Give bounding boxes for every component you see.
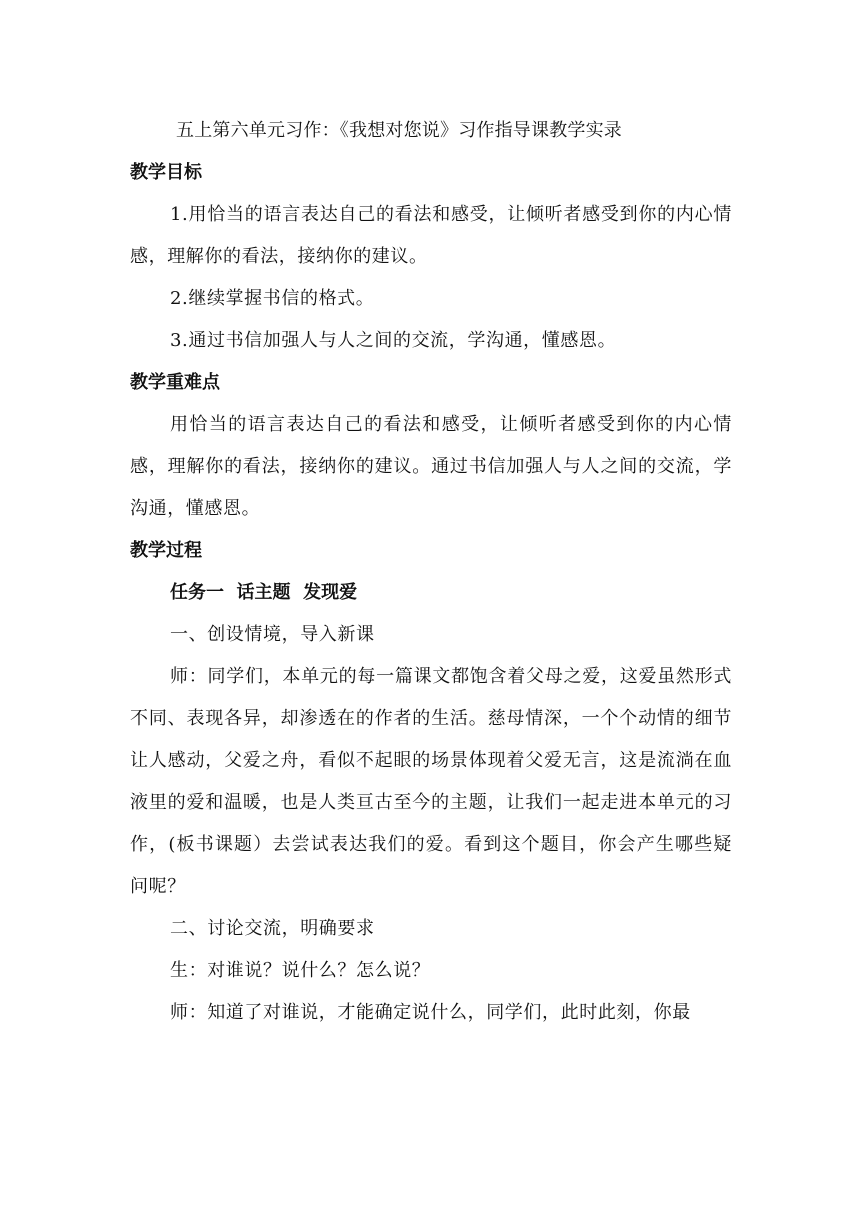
document-body	[130, 110, 732, 1034]
objective-item-1: 1.用恰当的语言表达自己的看法和感受，让倾听者感受到你的内心情感，理解你的看法，接纳你的建议。	[130, 204, 732, 267]
teacher-paragraph-2: 师：知道了对谁说，才能确定说什么，同学们，此时此刻，你最	[170, 1002, 691, 1023]
step-1-title: 一、创设情境，导入新课	[170, 624, 375, 645]
task-1-label: 任务一 话主题 发现爱	[170, 582, 358, 603]
process-heading: 教学过程	[130, 540, 202, 561]
objectives-heading: 教学目标	[130, 162, 202, 183]
teacher-paragraph-1: 师：同学们，本单元的每一篇课文都饱含着父母之爱，这爱虽然形式不同、表现各异，却渗透在的作者的生活。慈母情深，一个个动情的细节让人感动，父爱之舟，看似不起眼的场景体现着父爱无言，这是流淌在血液里的爱和温暖，也是人类亘古至今的主题，让我们一起走进本单元的习作，(板书课题）去尝试表达我们的爱。看到这个题目，你会产生哪些疑问呢？	[130, 666, 732, 897]
objective-item-2: 2.继续掌握书信的格式。	[170, 288, 375, 309]
document-title: 五上第六单元习作：《我想对您说》习作指导课教学实录	[176, 120, 622, 141]
objective-item-3: 3.通过书信加强人与人之间的交流，学沟通，懂感恩。	[170, 330, 617, 351]
key-points-heading: 教学重难点	[130, 372, 220, 393]
task-1-title	[130, 572, 732, 614]
step-2-title: 二、讨论交流，明确要求	[170, 918, 375, 939]
key-points-text: 用恰当的语言表达自己的看法和感受，让倾听者感受到你的内心情感，理解你的看法，接纳你的建议。通过书信加强人与人之间的交流，学沟通，懂感恩。	[130, 414, 732, 519]
student-paragraph-1: 生：对谁说？说什么？怎么说？	[170, 960, 431, 981]
